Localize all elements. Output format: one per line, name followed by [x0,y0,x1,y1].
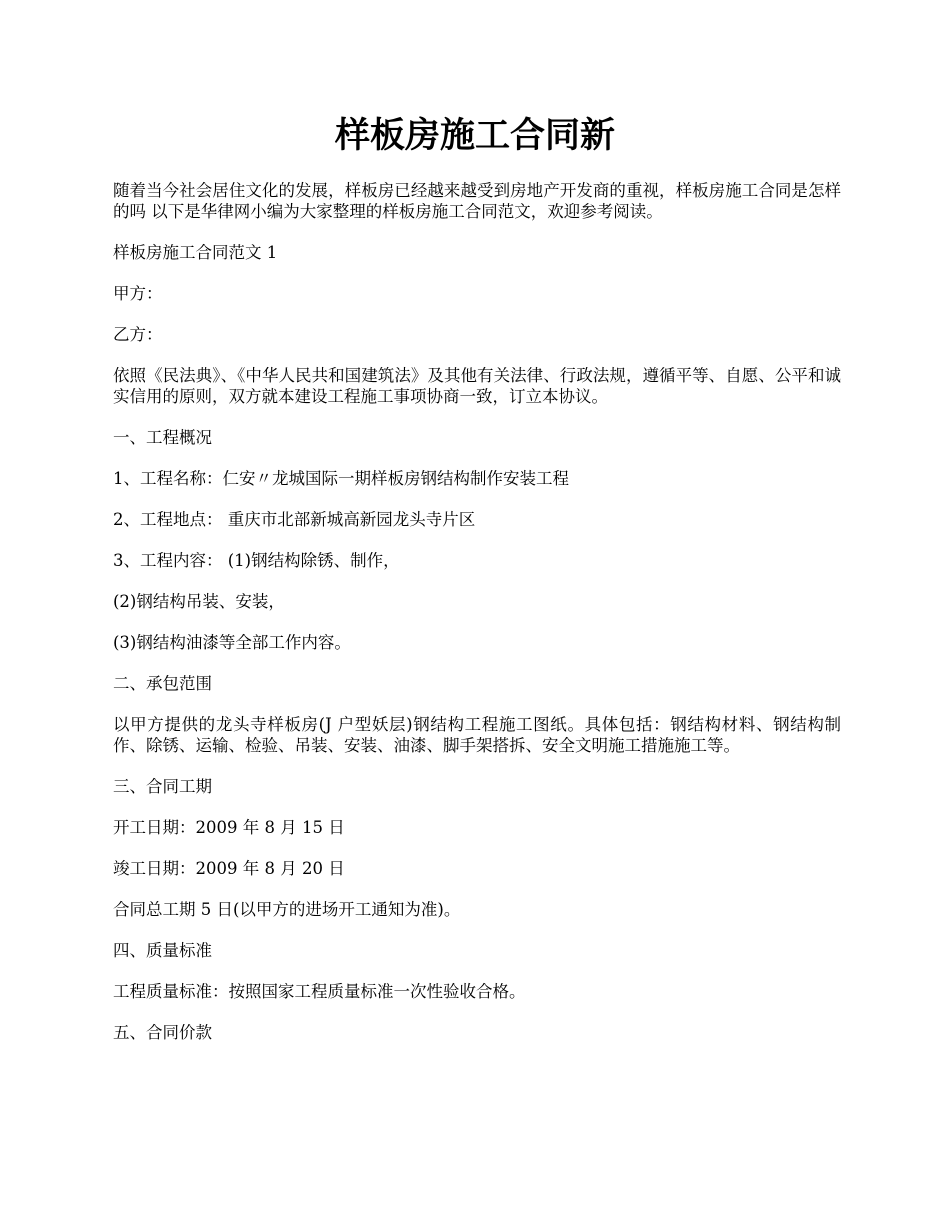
document-body [113,180,841,1063]
section-heading-quality: 四、质量标准 [113,941,212,960]
start-date-line: 开工日期：2009 年 8 月 15 日 [113,818,345,837]
completion-date-line: 竣工日期：2009 年 8 月 20 日 [113,859,345,878]
project-content-line: 3、工程内容： (1)钢结构除锈、制作， [113,551,400,570]
project-name-line: 1、工程名称：仁安〃龙城国际一期样板房钢结构制作安装工程 [113,469,569,488]
section-heading-sample: 样板房施工合同范文 1 [113,243,278,262]
section-heading-scope: 二、承包范围 [113,674,212,693]
party-b-line: 乙方： [113,325,163,344]
project-location-line: 2、工程地点： 重庆市北部新城高新园龙头寺片区 [113,510,476,529]
basis-paragraph: 依照《民法典》、《中华人民共和国建筑法》及其他有关法律、行政法规，遵循平等、自愿、公平和诚实信用的原则，双方就本建设工程施工事项协商一致，订立本协议。 [113,366,841,406]
party-a-line: 甲方： [113,284,163,303]
project-content-item-3: (3)钢结构油漆等全部工作内容。 [113,633,351,652]
section-heading-schedule: 三、合同工期 [113,777,212,796]
intro-paragraph: 随着当今社会居住文化的发展，样板房已经越来越受到房地产开发商的重视，样板房施工合同是怎样的吗 以下是华律网小编为大家整理的样板房施工合同范文，欢迎参考阅读。 [113,181,841,221]
project-content-item-2: (2)钢结构吊装、安装， [113,592,285,611]
quality-standard-line: 工程质量标准：按照国家工程质量标准一次性验收合格。 [113,982,526,1001]
scope-paragraph: 以甲方提供的龙头寺样板房(J 户型妖层)钢结构工程施工图纸。具体包括：钢结构材料、钢结构制作、除锈、运输、检验、吊装、安装、油漆、脚手架搭拆、安全文明施工措施施工等。 [113,715,841,755]
document-title: 样板房施工合同新 [334,115,615,156]
section-heading-price: 五、合同价款 [113,1023,212,1042]
section-heading-overview: 一、工程概况 [113,428,212,447]
total-duration-line: 合同总工期 5 日(以甲方的进场开工通知为准)。 [113,900,461,919]
